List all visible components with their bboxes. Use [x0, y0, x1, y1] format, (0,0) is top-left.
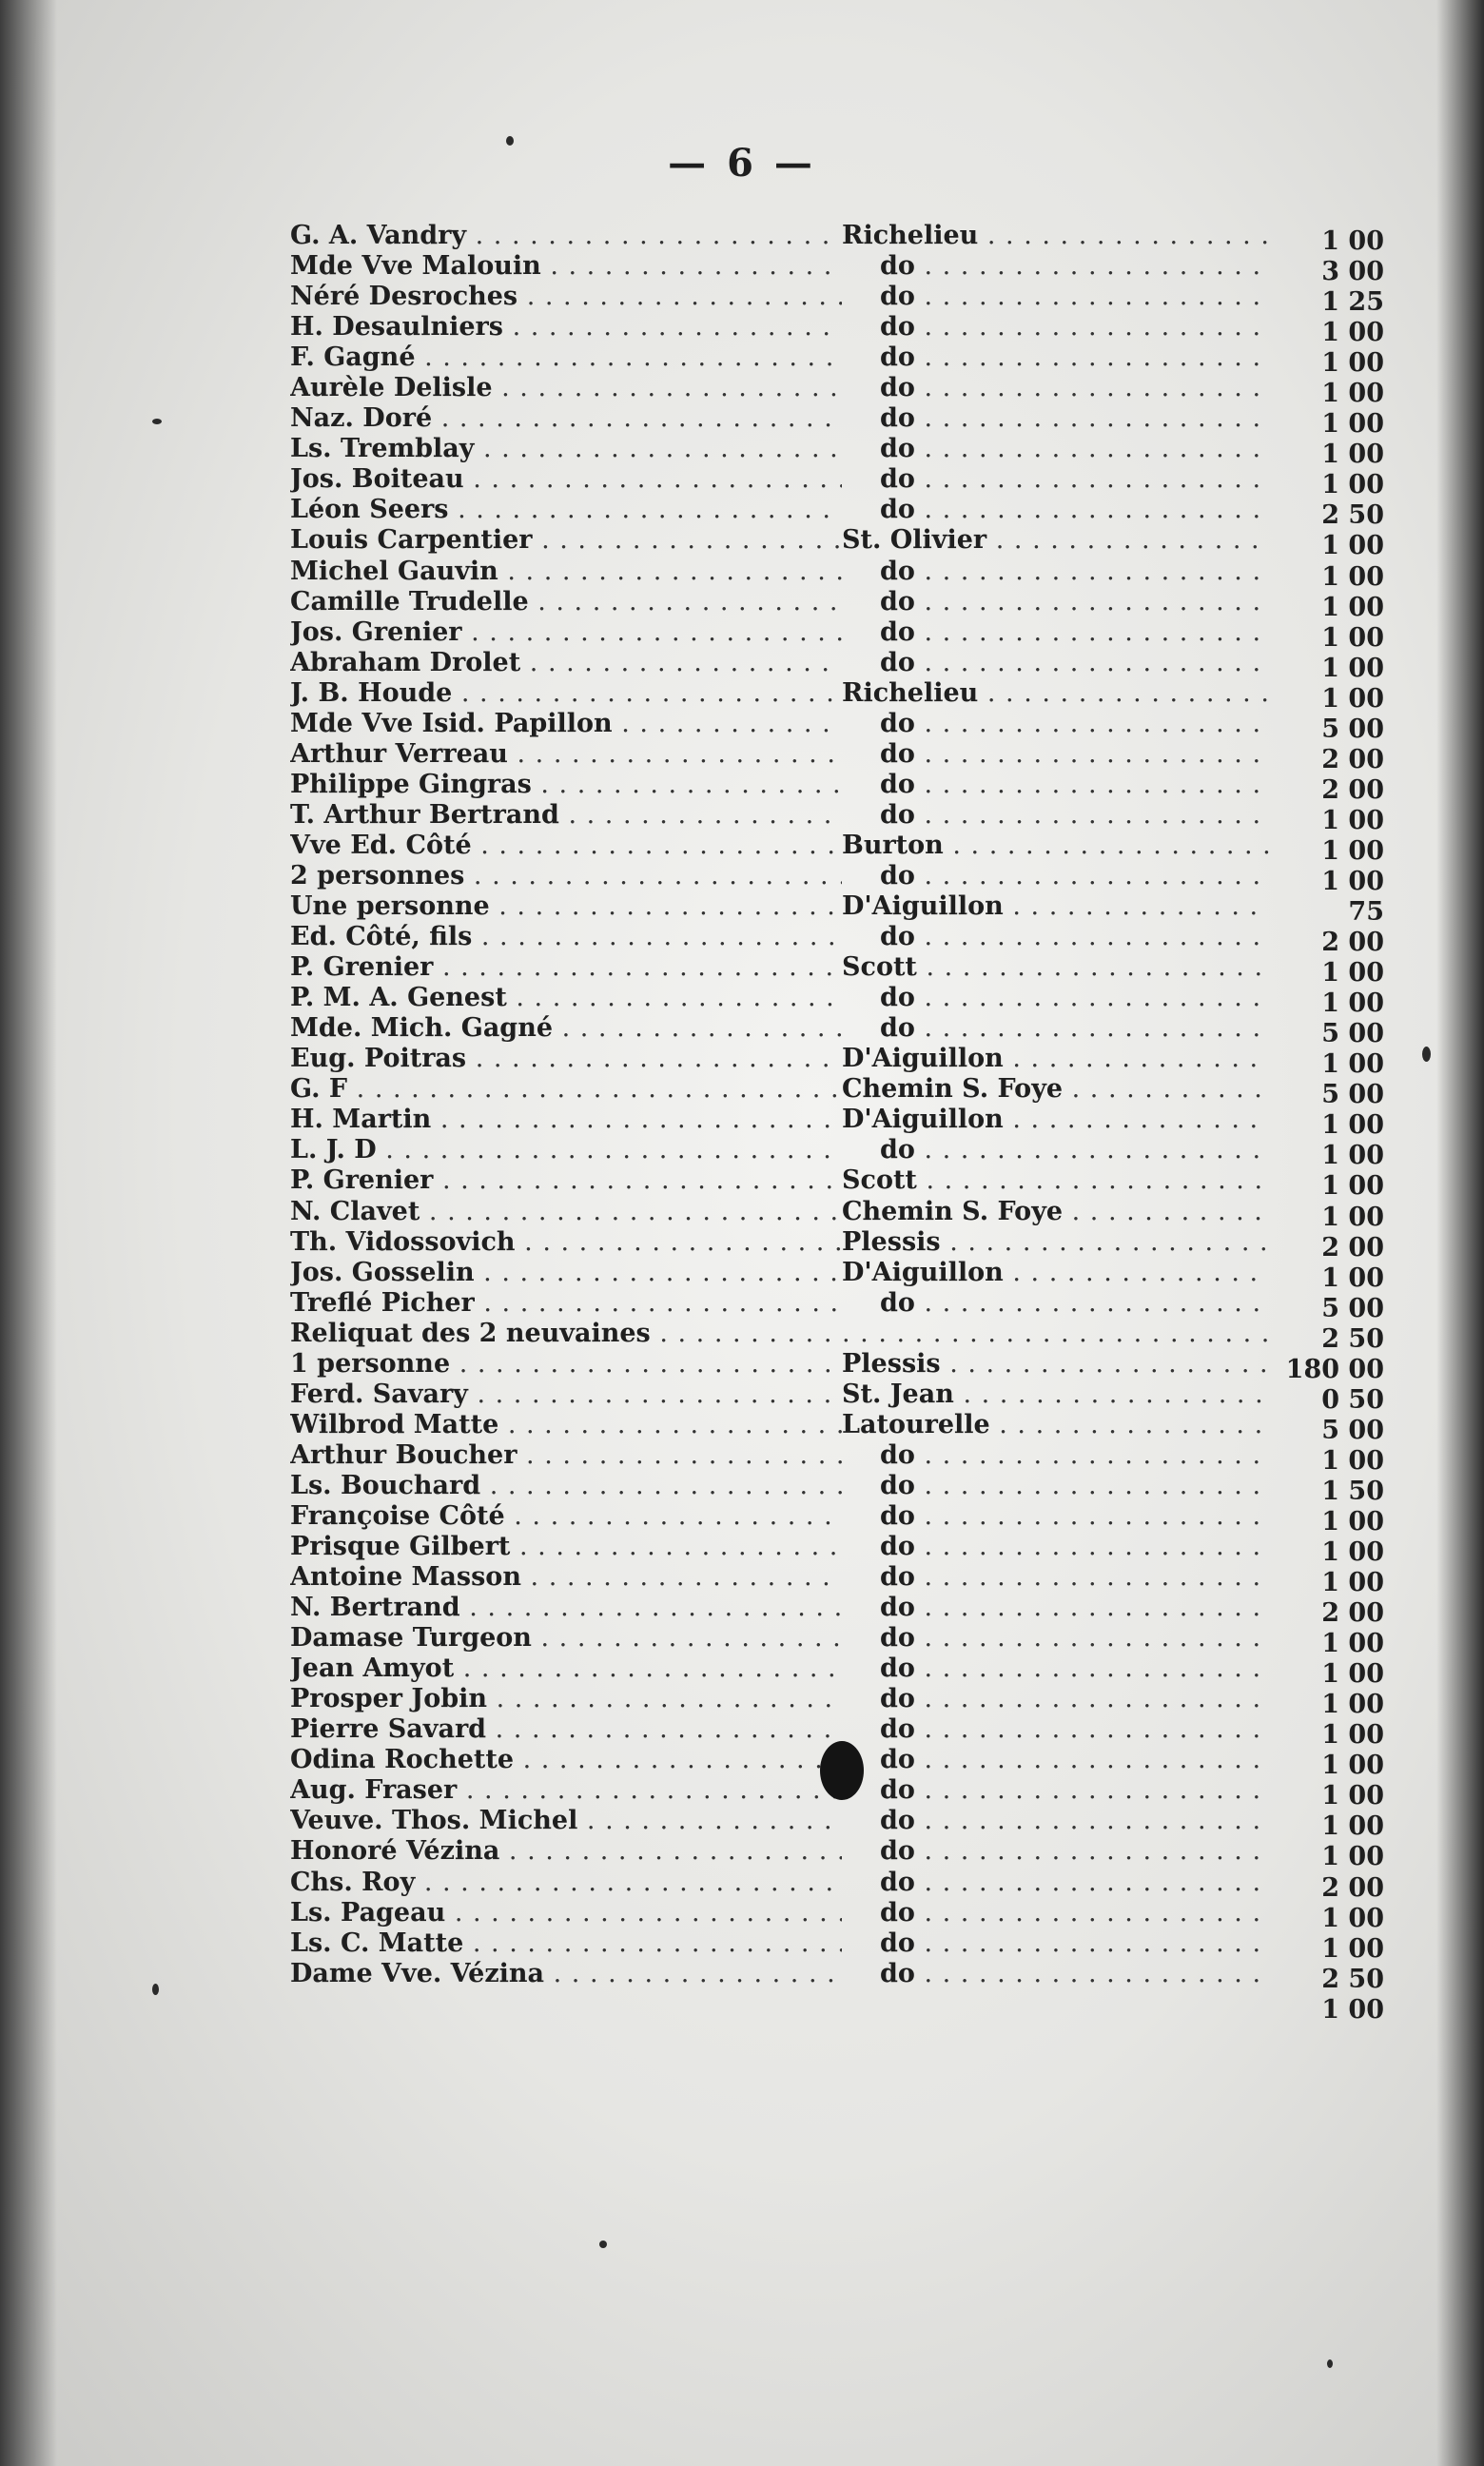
donation-amount: 1 00 — [1321, 683, 1384, 714]
donor-name: Th. Vidossovich . . . — [290, 1227, 842, 1257]
ledger-row — [290, 830, 1417, 866]
donation-amount: 1 00 — [1321, 1659, 1384, 1690]
donation-amount: 0 50 — [1321, 1384, 1384, 1415]
donor-name: Jos. Gosselin . . . — [290, 1258, 842, 1287]
donor-parish: do . . . — [842, 251, 1270, 281]
ledger-row — [290, 1318, 1417, 1354]
ledger-row — [290, 677, 1417, 714]
ledger-row — [290, 1928, 1417, 1964]
ledger-row — [290, 860, 1417, 896]
donation-amount: 1 00 — [1321, 805, 1384, 835]
ledger-row — [290, 1593, 1417, 1629]
donation-amount: 1 00 — [1321, 1629, 1384, 1659]
donor-name: Michel Gauvin . . . — [290, 557, 842, 586]
donor-parish: Chemin S. Foye . . . — [842, 1074, 1270, 1104]
ledger-row — [290, 464, 1417, 500]
ledger-row — [290, 312, 1417, 348]
donor-name: Jean Amyot . . . — [290, 1654, 842, 1683]
ledger-row — [290, 1165, 1417, 1202]
speck — [599, 2241, 607, 2248]
donor-name: G. F . . . — [290, 1074, 842, 1104]
donation-amount: 5 00 — [1321, 1293, 1384, 1323]
ledger-row — [290, 1196, 1417, 1232]
donor-name: Ls. C. Matte . . . — [290, 1928, 842, 1958]
ledger-row — [290, 1348, 1417, 1384]
donor-parish: do . . . — [842, 587, 1270, 616]
donation-amount: 1 00 — [1321, 1751, 1384, 1781]
donation-amount: 2 00 — [1321, 1598, 1384, 1629]
ledger-row — [290, 1013, 1417, 1049]
donor-name: Chs. Roy . . . — [290, 1868, 842, 1897]
ledger-row — [290, 1500, 1417, 1536]
donation-amount: 2 00 — [1321, 1232, 1384, 1262]
donor-name: Jos. Boiteau . . . — [290, 464, 842, 494]
donor-parish: Plessis . . . — [842, 1227, 1270, 1257]
donor-name: Vve Ed. Côté . . . — [290, 831, 842, 860]
donation-amount: 1 00 — [1321, 1445, 1384, 1476]
ledger-row — [290, 1806, 1417, 1842]
donor-parish: do . . . — [842, 1532, 1270, 1561]
donor-name: Arthur Boucher . . . — [290, 1440, 842, 1470]
donor-name: 2 personnes . . . — [290, 861, 842, 890]
page-edge-shadow-right — [1436, 0, 1484, 2466]
donation-amount: 5 00 — [1321, 1080, 1384, 1110]
donation-amount: 1 00 — [1321, 1903, 1384, 1933]
donor-name: Ed. Côté, fils . . . — [290, 922, 842, 951]
donation-amount: 3 00 — [1321, 257, 1384, 287]
donor-parish: St. Olivier . . . — [842, 525, 1270, 555]
donor-name: Wilbrod Matte . . . — [290, 1410, 842, 1439]
ledger-row — [290, 738, 1417, 774]
donor-name: 1 personne . . . — [290, 1349, 842, 1379]
ledger-row — [290, 1226, 1417, 1262]
ledger-row — [290, 647, 1417, 683]
donor-name: Antoine Masson . . . — [290, 1562, 842, 1592]
donation-amount: 2 00 — [1321, 774, 1384, 805]
ledger-row — [290, 1867, 1417, 1903]
ledger-row — [290, 586, 1417, 622]
ledger-row — [290, 1654, 1417, 1690]
ledger-row — [290, 1074, 1417, 1110]
donor-parish: do . . . — [842, 1836, 1270, 1866]
donor-parish: do . . . — [842, 373, 1270, 402]
donation-amount: 1 00 — [1321, 988, 1384, 1019]
ledger-row — [290, 1287, 1417, 1323]
donation-amount: 1 00 — [1321, 440, 1384, 470]
donation-amount: 1 00 — [1321, 1842, 1384, 1872]
donor-parish: do . . . — [842, 1775, 1270, 1805]
donor-name: P. Grenier . . . — [290, 1165, 842, 1195]
donation-amount: 5 00 — [1321, 1415, 1384, 1445]
donor-name: P. Grenier . . . — [290, 952, 842, 982]
ledger-final-amount-row — [290, 1989, 1417, 2025]
donor-parish — [842, 1319, 1270, 1348]
donor-parish: do . . . — [842, 282, 1270, 311]
donor-parish: D'Aiguillon . . . — [842, 1044, 1270, 1073]
donor-parish: Richelieu . . . — [842, 221, 1270, 250]
donor-name: Pierre Savard . . . — [290, 1714, 842, 1744]
donor-name: P. M. A. Genest . . . — [290, 983, 842, 1012]
ledger-row — [290, 556, 1417, 592]
donor-parish: Plessis . . . — [842, 1349, 1270, 1379]
donor-name: Naz. Doré . . . — [290, 403, 842, 433]
speck — [152, 419, 162, 424]
donor-parish: D'Aiguillon . . . — [842, 1105, 1270, 1134]
ledger-row — [290, 403, 1417, 440]
donor-name: G. A. Vandry . . . — [290, 221, 842, 250]
donor-parish: D'Aiguillon . . . — [842, 1258, 1270, 1287]
donation-amount: 1 00 — [1321, 561, 1384, 592]
ledger-row — [290, 434, 1417, 470]
donor-parish: do . . . — [842, 342, 1270, 372]
donation-amount: 1 00 — [1321, 592, 1384, 622]
donation-amount: 1 25 — [1321, 287, 1384, 318]
ledger-row — [290, 769, 1417, 805]
ledger-row — [290, 616, 1417, 653]
donor-name: Aug. Fraser . . . — [290, 1775, 842, 1805]
speck — [506, 136, 514, 146]
donor-parish: do . . . — [842, 617, 1270, 647]
ledger-row — [290, 952, 1417, 988]
donor-parish: do . . . — [842, 1928, 1270, 1958]
donation-amount: 1 00 — [1321, 470, 1384, 500]
donor-name: Odina Rochette . . . — [290, 1745, 842, 1774]
donor-name: H. Desaulniers . . . — [290, 312, 842, 342]
ledger-row — [290, 1409, 1417, 1445]
page-edge-shadow-left — [0, 0, 57, 2466]
donor-name: Mde Vve Malouin . . . — [290, 251, 842, 281]
donor-name: Veuve. Thos. Michel . . . — [290, 1806, 842, 1835]
donor-name: Eug. Poitras . . . — [290, 1044, 842, 1073]
donor-parish: do . . . — [842, 739, 1270, 769]
donor-name: Prosper Jobin . . . — [290, 1684, 842, 1713]
donor-name: J. B. Houde . . . — [290, 678, 842, 708]
donor-parish: Latourelle . . . — [842, 1410, 1270, 1439]
donor-parish: do . . . — [842, 709, 1270, 738]
donor-parish: do . . . — [842, 1440, 1270, 1470]
donation-amount: 1 00 — [1321, 1781, 1384, 1811]
donor-name: H. Martin . . . — [290, 1105, 842, 1134]
ledger-row — [290, 1135, 1417, 1171]
donation-amount: 1 00 — [1321, 1171, 1384, 1202]
donation-amount: 1 00 — [1321, 1933, 1384, 1964]
donor-parish: do . . . — [842, 983, 1270, 1012]
ledger-row — [290, 1836, 1417, 1872]
donor-parish: do . . . — [842, 1623, 1270, 1653]
donation-amount: 2 50 — [1321, 1323, 1384, 1354]
ledger-row — [290, 922, 1417, 958]
donor-name: Ls. Bouchard . . . — [290, 1471, 842, 1500]
ledger-row — [290, 495, 1417, 531]
donor-name: T. Arthur Bertrand . . . — [290, 800, 842, 830]
donor-parish: Chemin S. Foye . . . — [842, 1197, 1270, 1226]
donor-name: Honoré Vézina . . . — [290, 1836, 842, 1866]
speck — [152, 1984, 159, 1995]
donation-amount: 1 00 — [1321, 348, 1384, 379]
donor-parish: do . . . — [842, 1806, 1270, 1835]
donor-parish: Scott . . . — [842, 952, 1270, 982]
ledger-row — [290, 525, 1417, 561]
donation-amount: 180 00 — [1285, 1354, 1384, 1384]
donation-amount: 1 00 — [1321, 379, 1384, 409]
donor-name: Ferd. Savary . . . — [290, 1380, 842, 1409]
donor-name: Reliquat des 2 neuvaines . . . — [290, 1319, 842, 1348]
donor-name: Philippe Gingras . . . — [290, 770, 842, 799]
donor-parish: do . . . — [842, 1471, 1270, 1500]
donor-parish: do . . . — [842, 434, 1270, 463]
donation-amount: 1 50 — [1321, 1476, 1384, 1506]
ledger-row — [290, 1379, 1417, 1415]
donor-parish: do . . . — [842, 1654, 1270, 1683]
ink-stain — [820, 1741, 864, 1800]
donation-amount: 2 50 — [1321, 500, 1384, 531]
donor-name: Prisque Gilbert . . . — [290, 1532, 842, 1561]
donor-parish: do . . . — [842, 1745, 1270, 1774]
donation-amount: 1 00 — [1321, 958, 1384, 988]
donor-parish: do . . . — [842, 861, 1270, 890]
donor-parish: do . . . — [842, 464, 1270, 494]
ledger-row — [290, 1714, 1417, 1751]
donor-name: Jos. Grenier . . . — [290, 617, 842, 647]
donation-amount: 1 00 — [1321, 1720, 1384, 1751]
donor-parish: do . . . — [842, 1501, 1270, 1531]
donor-name: Aurèle Delisle . . . — [290, 373, 842, 402]
donation-amount: 1 00 — [1321, 1110, 1384, 1141]
donor-parish: do . . . — [842, 770, 1270, 799]
donor-parish: St. Jean . . . — [842, 1380, 1270, 1409]
donor-parish: do . . . — [842, 1868, 1270, 1897]
donor-name: Damase Turgeon . . . — [290, 1623, 842, 1653]
donor-parish: do . . . — [842, 648, 1270, 677]
donation-amount: 1 00 — [1321, 1262, 1384, 1293]
donor-parish: do . . . — [842, 1898, 1270, 1928]
donor-parish: do . . . — [842, 1562, 1270, 1592]
ledger-row — [290, 1439, 1417, 1476]
ledger-row — [290, 799, 1417, 835]
donor-parish: do . . . — [842, 1013, 1270, 1043]
donor-parish: do . . . — [842, 922, 1270, 951]
donation-amount: 2 50 — [1321, 1964, 1384, 1994]
donation-amount: 1 00 — [1321, 1202, 1384, 1232]
donation-amount: 1 00 — [1321, 1690, 1384, 1720]
donation-amount: 5 00 — [1321, 1019, 1384, 1049]
donation-amount: 5 00 — [1321, 714, 1384, 744]
donor-name: Françoise Côté . . . — [290, 1501, 842, 1531]
ledger-row — [290, 1958, 1417, 1994]
donor-name: Louis Carpentier . . . — [290, 525, 842, 555]
ledger-row — [290, 1897, 1417, 1933]
donor-name: Néré Desroches . . . — [290, 282, 842, 311]
donor-parish: do . . . — [842, 1135, 1270, 1164]
donation-amount: 1 00 — [1321, 622, 1384, 653]
ledger-row — [290, 1532, 1417, 1568]
donor-name: Arthur Verreau . . . — [290, 739, 842, 769]
ledger-row — [290, 1044, 1417, 1080]
ledger-row — [290, 1684, 1417, 1720]
donor-name: N. Bertrand . . . — [290, 1593, 842, 1622]
speck — [1327, 2359, 1333, 2368]
donor-parish: do . . . — [842, 1288, 1270, 1318]
donor-name: N. Clavet . . . — [290, 1197, 842, 1226]
donor-parish: do . . . — [842, 495, 1270, 524]
ledger-row — [290, 891, 1417, 928]
donor-parish: Scott . . . — [842, 1165, 1270, 1195]
ledger-row — [290, 282, 1417, 318]
donor-parish: do . . . — [842, 1714, 1270, 1744]
donation-amount: 2 00 — [1321, 1872, 1384, 1903]
donor-name: Ls. Pageau . . . — [290, 1898, 842, 1928]
donor-parish: do . . . — [842, 557, 1270, 586]
donation-amount: 75 — [1348, 897, 1384, 928]
donation-amount: 1 00 — [1321, 1568, 1384, 1598]
donation-amount: 2 00 — [1321, 744, 1384, 774]
donor-name: Treflé Picher . . . — [290, 1288, 842, 1318]
ledger-row — [290, 1470, 1417, 1506]
ledger-row — [290, 1623, 1417, 1659]
ledger-row — [290, 1105, 1417, 1141]
donation-amount: 1 00 — [1321, 409, 1384, 440]
donor-parish: Richelieu . . . — [842, 678, 1270, 708]
donation-amount: 1 00 — [1321, 1811, 1384, 1842]
donor-name: Léon Seers . . . — [290, 495, 842, 524]
donation-amount: 1 00 — [1321, 531, 1384, 561]
donation-amount: 1 00 — [1321, 318, 1384, 348]
donor-parish: do . . . — [842, 1593, 1270, 1622]
donor-name: Camille Trudelle . . . — [290, 587, 842, 616]
donation-amount: 2 00 — [1321, 928, 1384, 958]
donor-parish: do . . . — [842, 1959, 1270, 1988]
donation-amount: 1 00 — [1321, 653, 1384, 683]
ledger-row — [290, 251, 1417, 287]
donation-amount: 1 00 — [1321, 1537, 1384, 1568]
donation-amount: 1 00 — [1321, 1049, 1384, 1080]
donation-amount: 1 00 — [1321, 866, 1384, 896]
donor-name: Abraham Drolet . . . — [290, 648, 842, 677]
donor-parish: do . . . — [842, 312, 1270, 342]
ledger-row — [290, 708, 1417, 744]
speck — [1422, 1047, 1431, 1062]
donation-amount: 1 00 — [1321, 1506, 1384, 1536]
ledger-row — [290, 1257, 1417, 1293]
ledger-row — [290, 373, 1417, 409]
ledger-row — [290, 983, 1417, 1019]
donation-amount: 1 00 — [1321, 1994, 1384, 2025]
donor-parish: do . . . — [842, 403, 1270, 433]
donor-parish: do . . . — [842, 1684, 1270, 1713]
ledger-row — [290, 221, 1417, 256]
ledger-row — [290, 1562, 1417, 1598]
donation-amount: 1 00 — [1321, 226, 1384, 256]
donor-parish: D'Aiguillon . . . — [842, 891, 1270, 921]
donor-name: Dame Vve. Vézina . . . — [290, 1959, 842, 1988]
ledger-row — [290, 342, 1417, 379]
donor-parish: do . . . — [842, 800, 1270, 830]
donor-parish: Burton . . . — [842, 831, 1270, 860]
donor-name: Mde. Mich. Gagné . . . — [290, 1013, 842, 1043]
donor-name: F. Gagné . . . — [290, 342, 842, 372]
donor-name: Mde Vve Isid. Papillon . . . — [290, 709, 842, 738]
donor-name: Ls. Tremblay . . . — [290, 434, 842, 463]
page-number: — 6 — — [668, 141, 816, 186]
donation-amount: 1 00 — [1321, 1141, 1384, 1171]
donation-amount: 1 00 — [1321, 835, 1384, 866]
donor-name: L. J. D . . . — [290, 1135, 842, 1164]
donor-name: Une personne . . . — [290, 891, 842, 921]
